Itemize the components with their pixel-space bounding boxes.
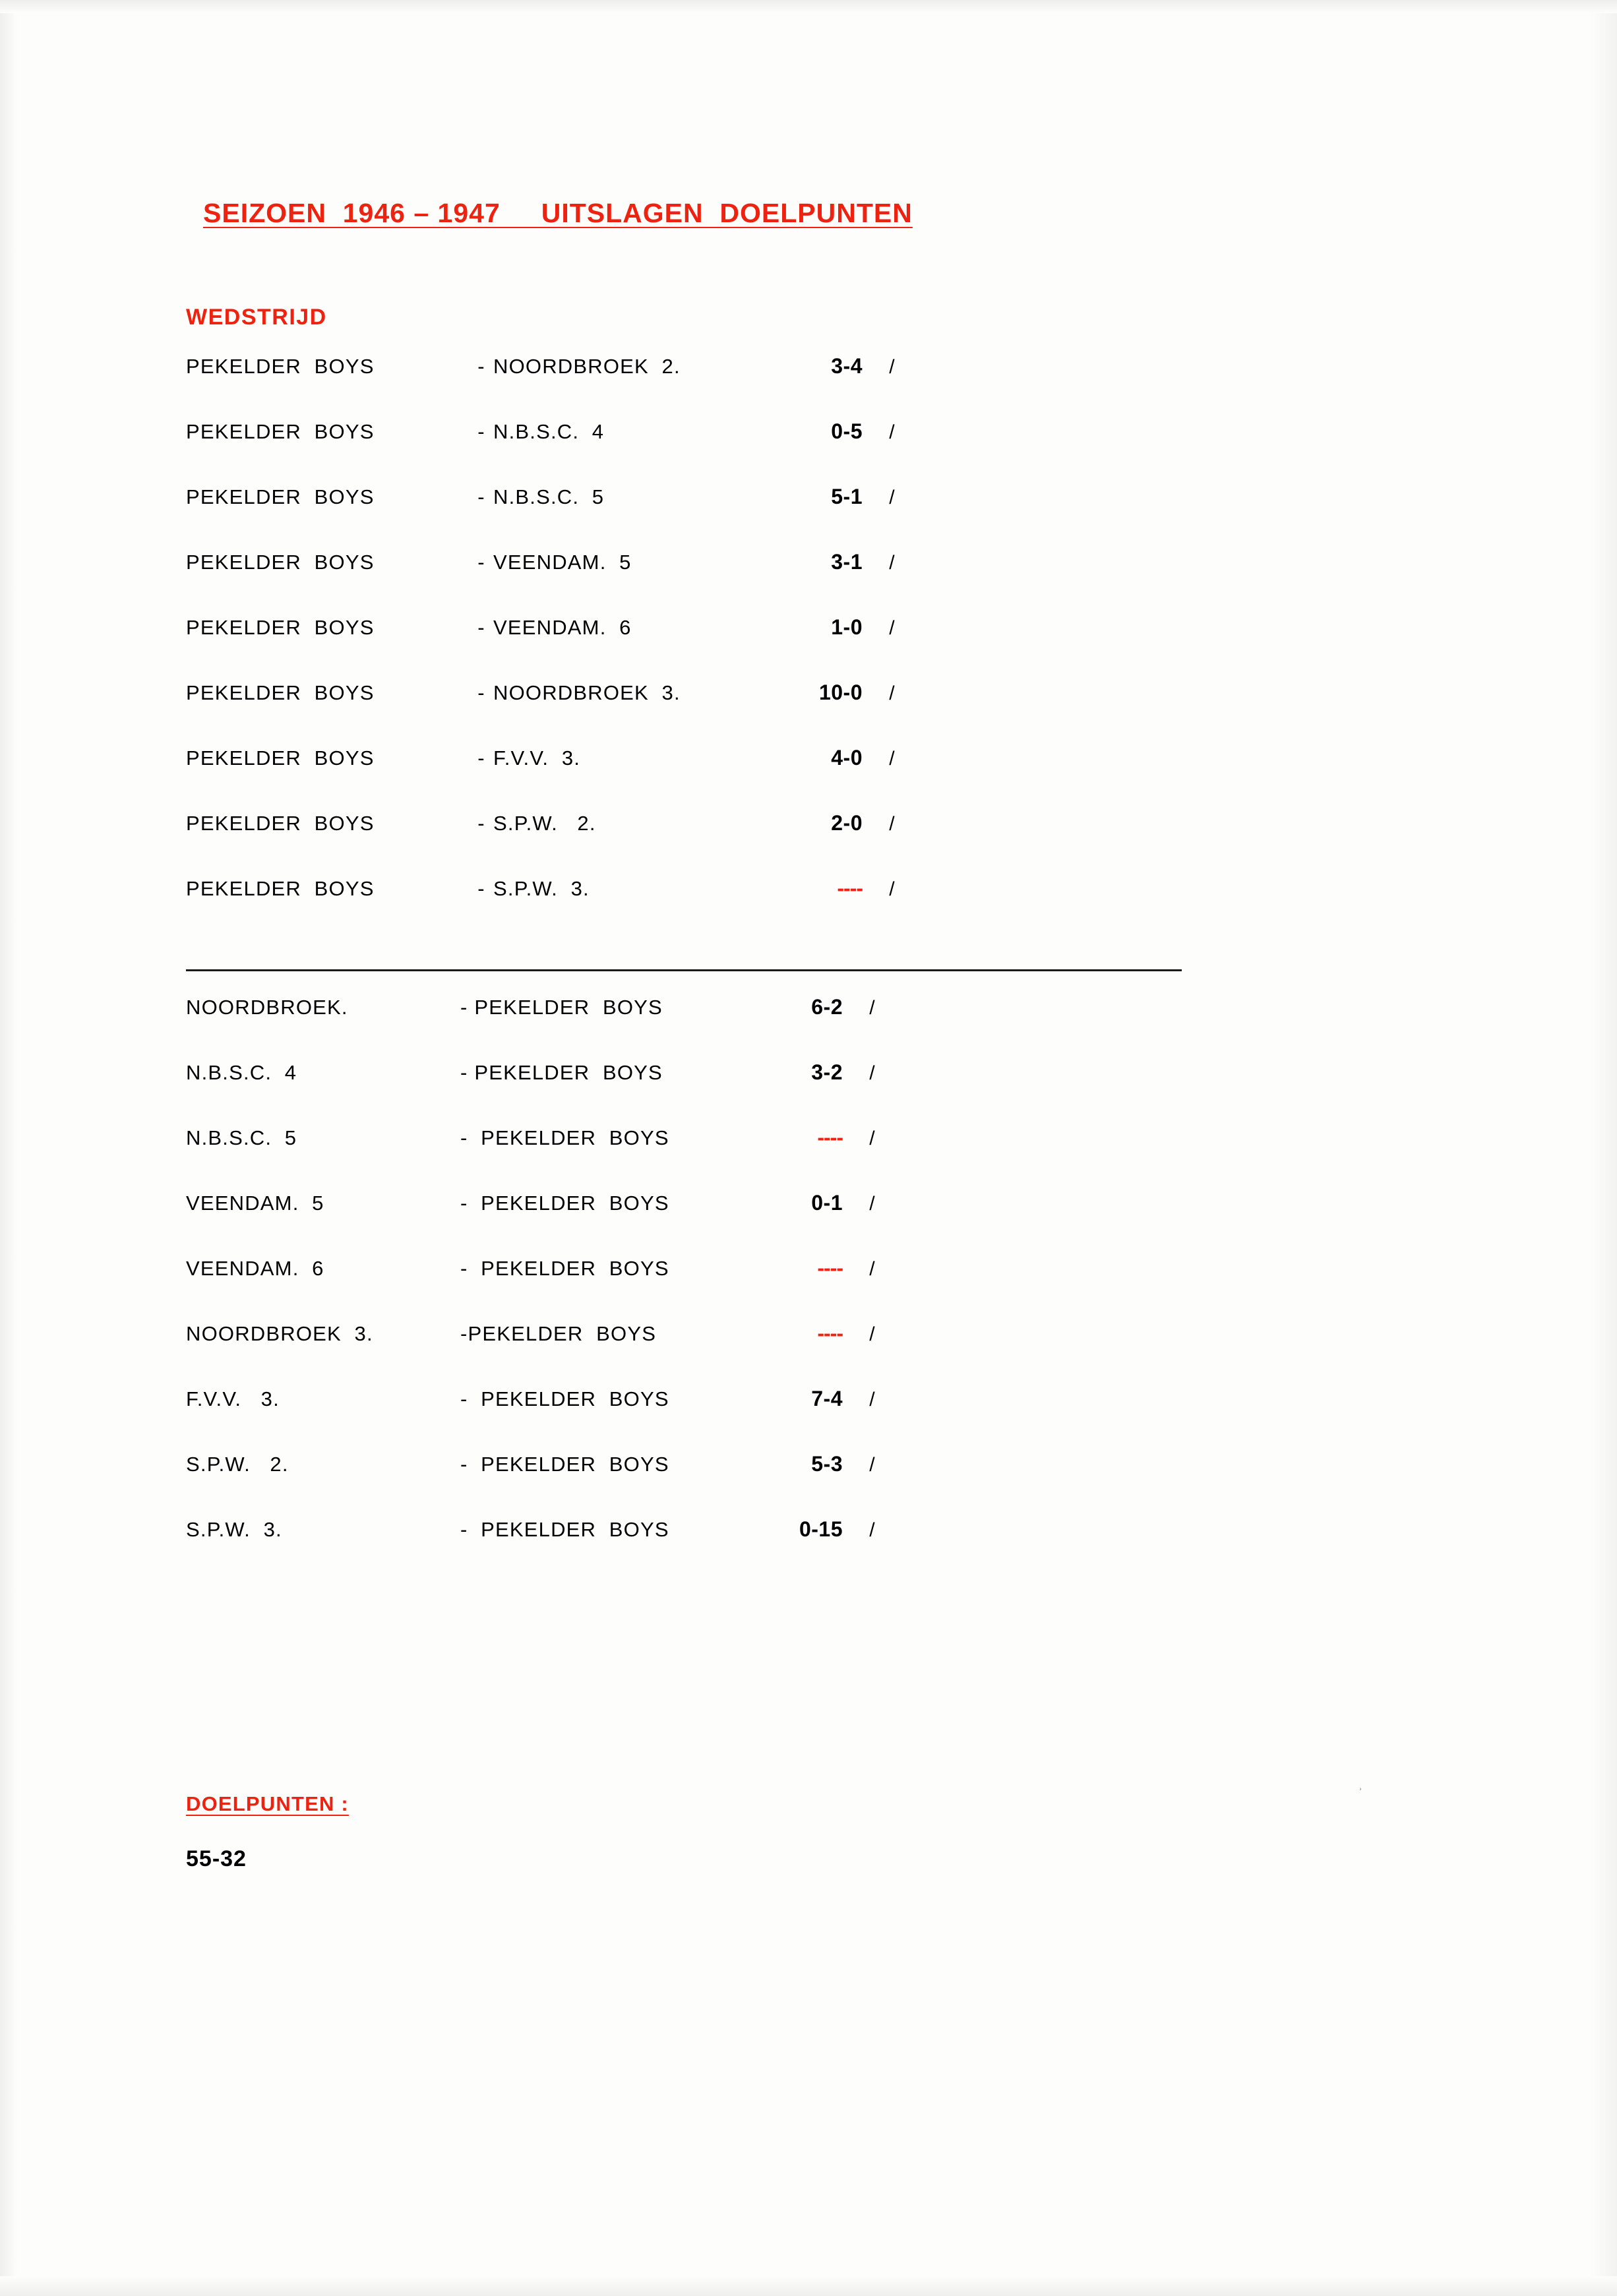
match-row bbox=[186, 1321, 1241, 1387]
match-home-team: PEKELDER BOYS bbox=[186, 616, 375, 639]
match-score: ---- bbox=[817, 1126, 843, 1149]
match-away-team: - PEKELDER BOYS bbox=[460, 1192, 669, 1215]
match-away-team: VEENDAM. 6 bbox=[493, 616, 632, 639]
match-row bbox=[186, 876, 1241, 942]
match-slash-mark: / bbox=[869, 1323, 876, 1345]
match-score: 5-3 bbox=[811, 1452, 843, 1476]
home-matches-list bbox=[186, 354, 1241, 942]
match-score: 7-4 bbox=[811, 1387, 843, 1410]
match-separator: - bbox=[477, 616, 485, 639]
match-away-team: - PEKELDER BOYS bbox=[460, 1257, 669, 1280]
match-slash-mark: / bbox=[889, 682, 896, 704]
match-separator: - bbox=[477, 877, 485, 900]
match-score: ---- bbox=[817, 1321, 843, 1345]
match-away-team: -PEKELDER BOYS bbox=[460, 1322, 657, 1345]
match-score: 0-1 bbox=[811, 1191, 843, 1215]
match-home-team: F.V.V. 3. bbox=[186, 1387, 280, 1410]
match-away-team: NOORDBROEK 3. bbox=[493, 681, 681, 704]
match-away-team: VEENDAM. 5 bbox=[493, 551, 632, 574]
match-separator: - bbox=[477, 551, 485, 574]
match-row bbox=[186, 1387, 1241, 1452]
match-slash-mark: / bbox=[869, 1258, 876, 1280]
match-score: 6-2 bbox=[811, 995, 843, 1019]
match-score: 2-0 bbox=[831, 811, 863, 835]
match-slash-mark: / bbox=[889, 748, 896, 770]
match-score: 10-0 bbox=[818, 680, 863, 704]
match-away-team: - PEKELDER BOYS bbox=[460, 1387, 669, 1410]
match-separator: - bbox=[477, 812, 485, 835]
match-row bbox=[186, 1126, 1241, 1191]
match-home-team: PEKELDER BOYS bbox=[186, 485, 375, 508]
match-home-team: PEKELDER BOYS bbox=[186, 681, 375, 704]
match-home-team: PEKELDER BOYS bbox=[186, 355, 375, 378]
match-slash-mark: / bbox=[869, 1389, 876, 1410]
goals-heading: DOELPUNTEN : bbox=[186, 1792, 349, 1815]
page-edge-shadow-left bbox=[0, 0, 17, 2296]
match-slash-mark: / bbox=[869, 1128, 876, 1149]
match-separator: - bbox=[477, 681, 485, 704]
page-edge-shadow-right bbox=[1591, 0, 1617, 2296]
match-row bbox=[186, 485, 1241, 550]
match-slash-mark: / bbox=[869, 997, 876, 1019]
match-home-team: NOORDBROEK 3. bbox=[186, 1322, 373, 1345]
match-slash-mark: / bbox=[889, 487, 896, 508]
document-body bbox=[186, 198, 1241, 1872]
match-score: 3-2 bbox=[811, 1060, 843, 1084]
page-title: SEIZOEN 1946 – 1947 UITSLAGEN DOELPUNTEN bbox=[203, 198, 913, 228]
match-score: ---- bbox=[837, 876, 863, 900]
page-edge-shadow-bottom bbox=[0, 2276, 1617, 2296]
match-home-team: S.P.W. 2. bbox=[186, 1453, 289, 1476]
match-slash-mark: / bbox=[889, 813, 896, 835]
away-matches-list bbox=[186, 995, 1241, 1583]
match-score: 4-0 bbox=[831, 746, 863, 770]
match-slash-mark: / bbox=[869, 1193, 876, 1215]
match-score: ---- bbox=[817, 1256, 843, 1280]
match-slash-mark: / bbox=[889, 617, 896, 639]
match-away-team: - PEKELDER BOYS bbox=[460, 1518, 669, 1541]
match-away-team: NOORDBROEK 2. bbox=[493, 355, 681, 378]
match-slash-mark: / bbox=[889, 552, 896, 574]
match-row bbox=[186, 1517, 1241, 1583]
section-heading-wedstrijd: WEDSTRIJD bbox=[186, 305, 327, 330]
match-row bbox=[186, 680, 1241, 746]
match-home-team: PEKELDER BOYS bbox=[186, 551, 375, 574]
match-away-team: N.B.S.C. 5 bbox=[493, 485, 605, 508]
match-score: 3-4 bbox=[831, 354, 863, 378]
match-home-team: VEENDAM. 5 bbox=[186, 1192, 324, 1215]
match-score: 3-1 bbox=[831, 550, 863, 574]
match-away-team: - PEKELDER BOYS bbox=[460, 1126, 669, 1149]
match-row bbox=[186, 746, 1241, 811]
match-separator: - bbox=[477, 746, 485, 770]
match-away-team: F.V.V. 3. bbox=[493, 746, 581, 770]
match-row bbox=[186, 811, 1241, 876]
match-home-team: PEKELDER BOYS bbox=[186, 877, 375, 900]
match-row bbox=[186, 1191, 1241, 1256]
match-away-team: - PEKELDER BOYS bbox=[460, 1061, 663, 1084]
match-separator: - bbox=[477, 420, 485, 443]
match-slash-mark: / bbox=[869, 1454, 876, 1476]
match-home-team: PEKELDER BOYS bbox=[186, 746, 375, 770]
match-home-team: N.B.S.C. 5 bbox=[186, 1126, 297, 1149]
match-row bbox=[186, 354, 1241, 419]
match-row bbox=[186, 1256, 1241, 1321]
match-home-team: PEKELDER BOYS bbox=[186, 812, 375, 835]
goals-total: 55-32 bbox=[186, 1846, 247, 1871]
match-row bbox=[186, 615, 1241, 680]
match-score: 1-0 bbox=[831, 615, 863, 639]
scan-speck: ˒ bbox=[1358, 1780, 1362, 1794]
match-home-team: PEKELDER BOYS bbox=[186, 420, 375, 443]
match-away-team: - PEKELDER BOYS bbox=[460, 996, 663, 1019]
match-slash-mark: / bbox=[869, 1062, 876, 1084]
match-row bbox=[186, 1060, 1241, 1126]
match-slash-mark: / bbox=[889, 421, 896, 443]
match-row bbox=[186, 1452, 1241, 1517]
match-home-team: VEENDAM. 6 bbox=[186, 1257, 324, 1280]
section-divider bbox=[186, 969, 1182, 971]
match-home-team: N.B.S.C. 4 bbox=[186, 1061, 297, 1084]
match-home-team: NOORDBROEK. bbox=[186, 996, 348, 1019]
match-row bbox=[186, 995, 1241, 1060]
match-score: 0-5 bbox=[831, 419, 863, 443]
match-home-team: S.P.W. 3. bbox=[186, 1518, 282, 1541]
match-row bbox=[186, 419, 1241, 485]
match-away-team: S.P.W. 2. bbox=[493, 812, 596, 835]
match-away-team: N.B.S.C. 4 bbox=[493, 420, 605, 443]
match-separator: - bbox=[477, 485, 485, 508]
match-score: 0-15 bbox=[799, 1517, 843, 1541]
match-away-team: - PEKELDER BOYS bbox=[460, 1453, 669, 1476]
match-slash-mark: / bbox=[869, 1519, 876, 1541]
match-row bbox=[186, 550, 1241, 615]
match-score: 5-1 bbox=[831, 485, 863, 508]
match-away-team: S.P.W. 3. bbox=[493, 877, 590, 900]
match-separator: - bbox=[477, 355, 485, 378]
match-slash-mark: / bbox=[889, 356, 896, 378]
match-slash-mark: / bbox=[889, 878, 896, 900]
page-edge-shadow-top bbox=[0, 0, 1617, 13]
